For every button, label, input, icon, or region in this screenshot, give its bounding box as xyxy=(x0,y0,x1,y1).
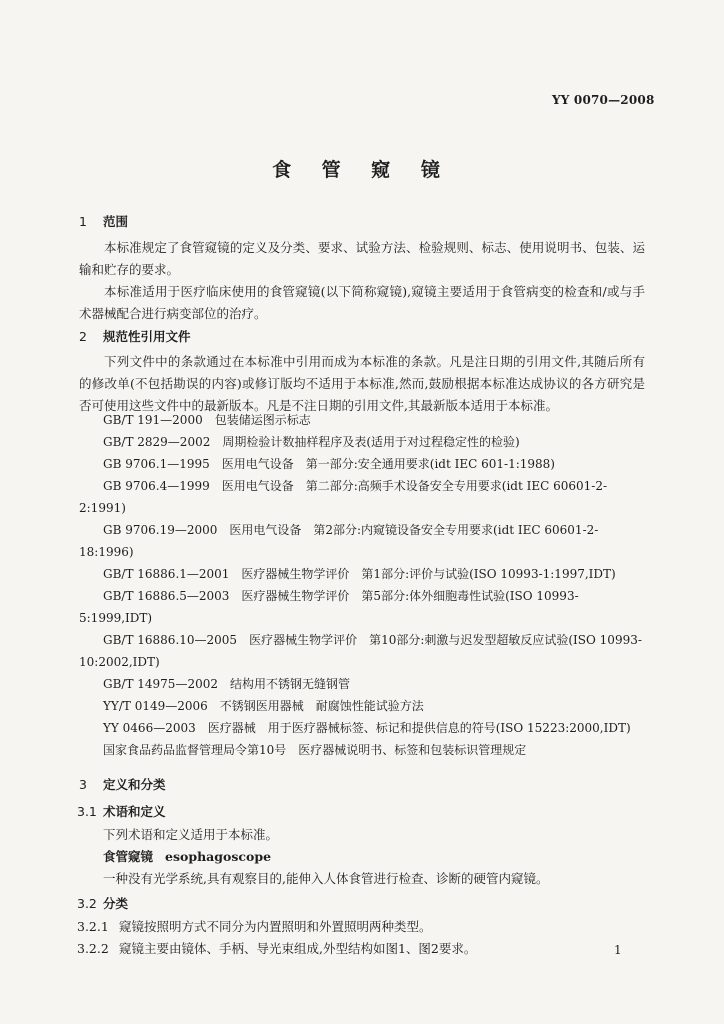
document-title: 食 管 窥 镜 xyxy=(272,159,452,181)
term-english: esophagoscope xyxy=(165,849,272,864)
reference-item: GB 9706.4—1999 医用电气设备 第二部分:高频手术设备安全专用要求(idt IEC 60601-2-2:1991) xyxy=(79,479,608,515)
reference-item: GB/T 2829—2002 周期检验计数抽样程序及表(适用于对过程稳定性的检验) xyxy=(103,435,520,449)
subsection-3-1-heading xyxy=(77,802,166,820)
section-number: 3 xyxy=(79,777,87,792)
subsection-title: 分类 xyxy=(103,896,129,911)
term-definition: 一种没有光学系统,具有观察目的,能伸入人体食管进行检查、诊断的硬管内窥镜。 xyxy=(103,871,549,886)
section-3-heading xyxy=(79,775,166,793)
clause-number: 3.2.1 xyxy=(77,919,109,934)
reference-item: GB/T 16886.10—2005 医疗器械生物学评价 第10部分:刺激与迟发型超敏反应试验(ISO 10993-10:2002,IDT) xyxy=(79,633,642,669)
reference-item: YY/T 0149—2006 不锈钢医用器械 耐腐蚀性能试验方法 xyxy=(103,699,424,713)
reference-item: GB/T 191—2000 包装储运图示标志 xyxy=(103,413,311,427)
clause-text: 窥镜按照明方式不同分为内置照明和外置照明两种类型。 xyxy=(119,919,432,934)
clause-number: 3.2.2 xyxy=(77,941,109,956)
standard-code: YY 0070—2008 xyxy=(552,93,655,107)
term-chinese: 食管窥镜 xyxy=(103,849,154,864)
section-2-heading xyxy=(79,327,191,345)
reference-item: GB/T 14975—2002 结构用不锈钢无缝钢管 xyxy=(103,677,350,691)
section-title: 范围 xyxy=(103,214,129,229)
reference-item: GB/T 16886.1—2001 医疗器械生物学评价 第1部分:评价与试验(ISO 10993-1:1997,IDT) xyxy=(103,567,616,581)
terms-intro: 下列术语和定义适用于本标准。 xyxy=(103,827,279,842)
clause-3-2-2 xyxy=(77,939,476,957)
reference-item: 国家食品药品监督管理局令第10号 医疗器械说明书、标签和包装标识管理规定 xyxy=(103,743,527,757)
reference-item: YY 0466—2003 医疗器械 用于医疗器械标签、标记和提供信息的符号(ISO 15223:2000,IDT) xyxy=(103,721,631,735)
reference-item: GB/T 16886.5—2003 医疗器械生物学评价 第5部分:体外细胞毒性试验(ISO 10993-5:1999,IDT) xyxy=(79,589,579,625)
term-entry xyxy=(103,847,271,865)
reference-item: GB 9706.19—2000 医用电气设备 第2部分:内窥镜设备安全专用要求(idt IEC 60601-2-18:1996) xyxy=(79,523,599,559)
section-2-paragraph: 下列文件中的条款通过在本标准中引用而成为本标准的条款。凡是注日期的引用文件,其随后所有的修改单(不包括勘误的内容)或修订版均不适用于本标准,然而,鼓励根据本标准达成协议的各方研究是否可使用这些文件中的最新版本。凡是不注日期的引用文件,其最新版本适用于本标准。 xyxy=(79,354,645,413)
section-1-paragraph-2: 本标准适用于医疗临床使用的食管窥镜(以下简称窥镜),窥镜主要适用于食管病变的检查和/或与手术器械配合进行病变部位的治疗。 xyxy=(79,284,645,321)
subsection-title: 术语和定义 xyxy=(103,804,166,819)
page-number: 1 xyxy=(614,943,622,957)
section-1-heading xyxy=(79,212,128,230)
section-title: 规范性引用文件 xyxy=(103,329,191,344)
clause-3-2-1 xyxy=(77,917,432,935)
section-1-paragraph-1: 本标准规定了食管窥镜的定义及分类、要求、试验方法、检验规则、标志、使用说明书、包装、运输和贮存的要求。 xyxy=(79,240,645,277)
reference-item: GB 9706.1—1995 医用电气设备 第一部分:安全通用要求(idt IEC 601-1:1988) xyxy=(103,457,555,471)
subsection-3-2-heading xyxy=(77,894,128,912)
section-number: 1 xyxy=(79,214,87,229)
subsection-number: 3.2 xyxy=(77,896,97,911)
subsection-number: 3.1 xyxy=(77,804,97,819)
section-title: 定义和分类 xyxy=(103,777,166,792)
section-number: 2 xyxy=(79,329,87,344)
clause-text: 窥镜主要由镜体、手柄、导光束组成,外型结构如图1、图2要求。 xyxy=(119,941,477,956)
